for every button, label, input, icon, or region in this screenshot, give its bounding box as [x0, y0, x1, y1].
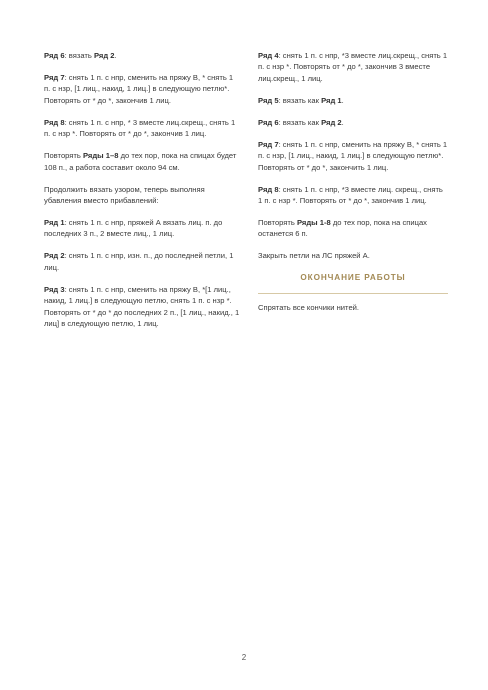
- instruction-text: : снять 1 п. с нпр, сменить на пряжу B, *[1 лиц., накид, 1 лиц.] в следующую петлю, снять 1 п. с нзр *. Повторять от * до * до последних 2 п., [1 лиц., накид., 1 лиц] в следующую петлю, 1 лиц.: [44, 284, 240, 329]
- row-label: Ряд 4: [258, 51, 279, 60]
- instruction-text: Закрыть петли на ЛС пряжей А.: [258, 251, 370, 261]
- row-label: Ряд 6: [258, 117, 279, 127]
- instruction-text: до тех пор, пока на спицах останется 6 п.: [258, 218, 427, 239]
- row-label: Ряд 6: [44, 51, 65, 60]
- page-number: 2: [241, 653, 247, 662]
- instruction-text: : снять 1 п. с нпр, сменить на пряжу B, * снять 1 п. с нзр, [1 лиц., накид, 1 лиц.] в следующую петлю*. Повторять от * до *, закончить 1 лиц.: [258, 139, 448, 172]
- row-label: Ряд 5: [258, 95, 279, 105]
- instruction-paragraph: [258, 217, 448, 240]
- instruction-text: Повторять: [44, 151, 83, 161]
- instruction-paragraph: [44, 72, 240, 106]
- instruction-paragraph: [258, 184, 448, 207]
- row-label: Ряды 1-8: [296, 218, 331, 228]
- instruction-text: .: [341, 95, 344, 105]
- row-label: Ряд 2: [44, 251, 65, 261]
- instruction-paragraph: [258, 250, 448, 261]
- row-label: Ряд 1: [321, 95, 342, 105]
- instruction-text: : вязать как: [278, 95, 322, 105]
- row-label: Ряд 1: [44, 218, 65, 228]
- instruction-text: .: [114, 51, 117, 60]
- right-paragraphs: [258, 50, 448, 262]
- instruction-text: : снять 1 п. с нпр, изн. п., до последней петли, 1 лиц.: [44, 251, 234, 272]
- instruction-paragraph: [44, 150, 240, 173]
- instruction-paragraph: [258, 95, 448, 106]
- row-label: Ряд 2: [321, 117, 342, 127]
- row-label: Ряд 8: [258, 184, 279, 194]
- instruction-paragraph: [44, 250, 240, 273]
- instruction-paragraph: [44, 184, 240, 207]
- instruction-text: Продолжить вязать узором, теперь выполняя убавления вместо прибавлений:: [44, 184, 205, 206]
- row-label: Ряд 7: [258, 139, 279, 149]
- left-column: [44, 50, 240, 340]
- section-divider: [258, 293, 448, 294]
- right-column: [258, 50, 448, 324]
- row-label: Ряды 1–8: [82, 151, 119, 161]
- finishing-text: Спрятать все кончики нитей.: [258, 302, 360, 312]
- instruction-text: : вязать как: [278, 117, 322, 127]
- instruction-paragraph: [44, 50, 240, 61]
- instruction-paragraph: [258, 50, 448, 84]
- section-title-finishing: ОКОНЧАНИЕ РАБОТЫ: [300, 273, 406, 283]
- row-label: Ряд 8: [44, 117, 65, 127]
- instruction-text: : снять 1 п. с нпр, *3 вместе лиц. скрещ., снять 1 п. с нзр *. Повторять от * до *, закончив 1 лиц.: [258, 184, 443, 206]
- instruction-text: : вязать: [64, 51, 94, 60]
- instruction-text: Повторять: [258, 218, 297, 228]
- instruction-text: : снять 1 п. с нпр, *3 вместе лиц.скрещ., снять 1 п. с нзр *. Повторять от * до *, закончив 3 вместе лиц.скрещ., 1 лиц.: [258, 51, 448, 83]
- instruction-paragraph: [44, 217, 240, 240]
- instruction-paragraph: [258, 117, 448, 128]
- instruction-paragraph: [44, 284, 240, 330]
- instruction-paragraph: [44, 117, 240, 140]
- instruction-text: .: [341, 117, 344, 127]
- row-label: Ряд 7: [44, 73, 65, 82]
- instruction-text: : снять 1 п. с нпр, пряжей А вязать лиц. п. до последних 3 п., 2 вместе лиц., 1 лиц.: [44, 218, 223, 239]
- instruction-text: : снять 1 п. с нпр, сменить на пряжу B, * снять 1 п. с нзр, [1 лиц., накид, 1 лиц.] в следующую петлю*. Повторять от * до *, закончив 1 лиц.: [44, 73, 234, 105]
- instruction-text: до тех пор, пока на спицах будет 108 п., а работа составит около 94 см.: [44, 151, 237, 172]
- instruction-paragraph: [258, 139, 448, 173]
- row-label: Ряд 3: [44, 284, 65, 294]
- instruction-text: : снять 1 п. с нпр, * 3 вместе лиц.скрещ., снять 1 п. с нзр *. Повторять от * до *, закончив 1 лиц.: [44, 117, 236, 139]
- row-label: Ряд 2: [93, 51, 115, 60]
